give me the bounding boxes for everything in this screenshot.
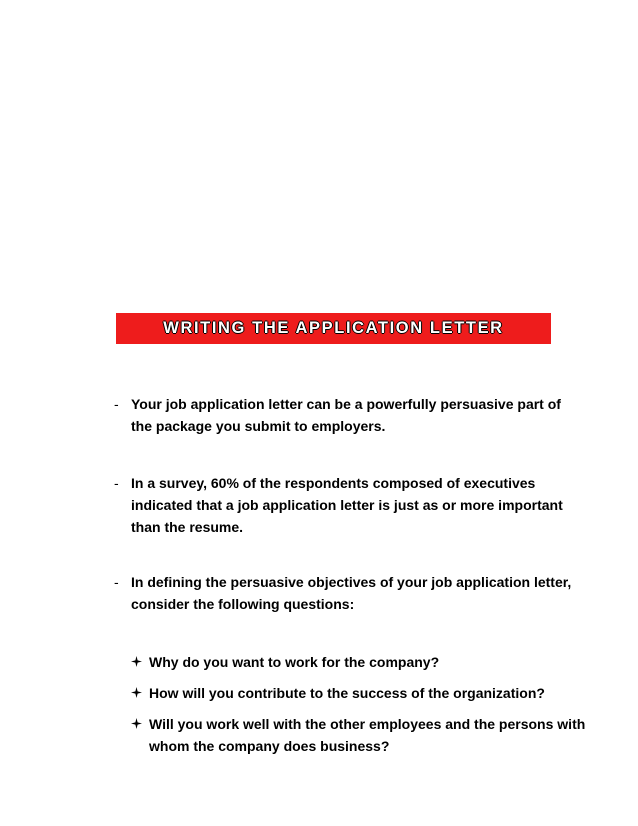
question-text: Why do you want to work for the company?	[149, 654, 440, 670]
question-text: How will you contribute to the success of the organization?	[149, 685, 545, 701]
diamond-bullet-icon	[131, 718, 142, 729]
diamond-bullet-icon	[131, 656, 142, 667]
bullet-text: Your job application letter can be a powerfully persuasive part of the package you submit to employers.	[131, 396, 561, 434]
dash-marker: -	[114, 475, 119, 491]
question-item	[131, 682, 601, 704]
bullet-item	[114, 571, 584, 615]
heading-banner	[116, 313, 551, 344]
dash-marker: -	[114, 574, 119, 590]
bullet-item	[114, 472, 584, 538]
question-item	[131, 713, 601, 757]
question-text: Will you work well with the other employees and the persons with whom the company does business?	[149, 716, 586, 754]
diamond-bullet-icon	[131, 687, 142, 698]
bullet-text: In a survey, 60% of the respondents composed of executives indicated that a job application letter is just as or more important than the resume.	[131, 475, 563, 535]
page-title: WRITING THE APPLICATION LETTER	[163, 319, 504, 337]
bullet-item	[114, 393, 584, 437]
dash-marker: -	[114, 396, 119, 412]
bullet-text: In defining the persuasive objectives of your job application letter, consider the following questions:	[131, 574, 572, 612]
question-item	[131, 651, 601, 673]
